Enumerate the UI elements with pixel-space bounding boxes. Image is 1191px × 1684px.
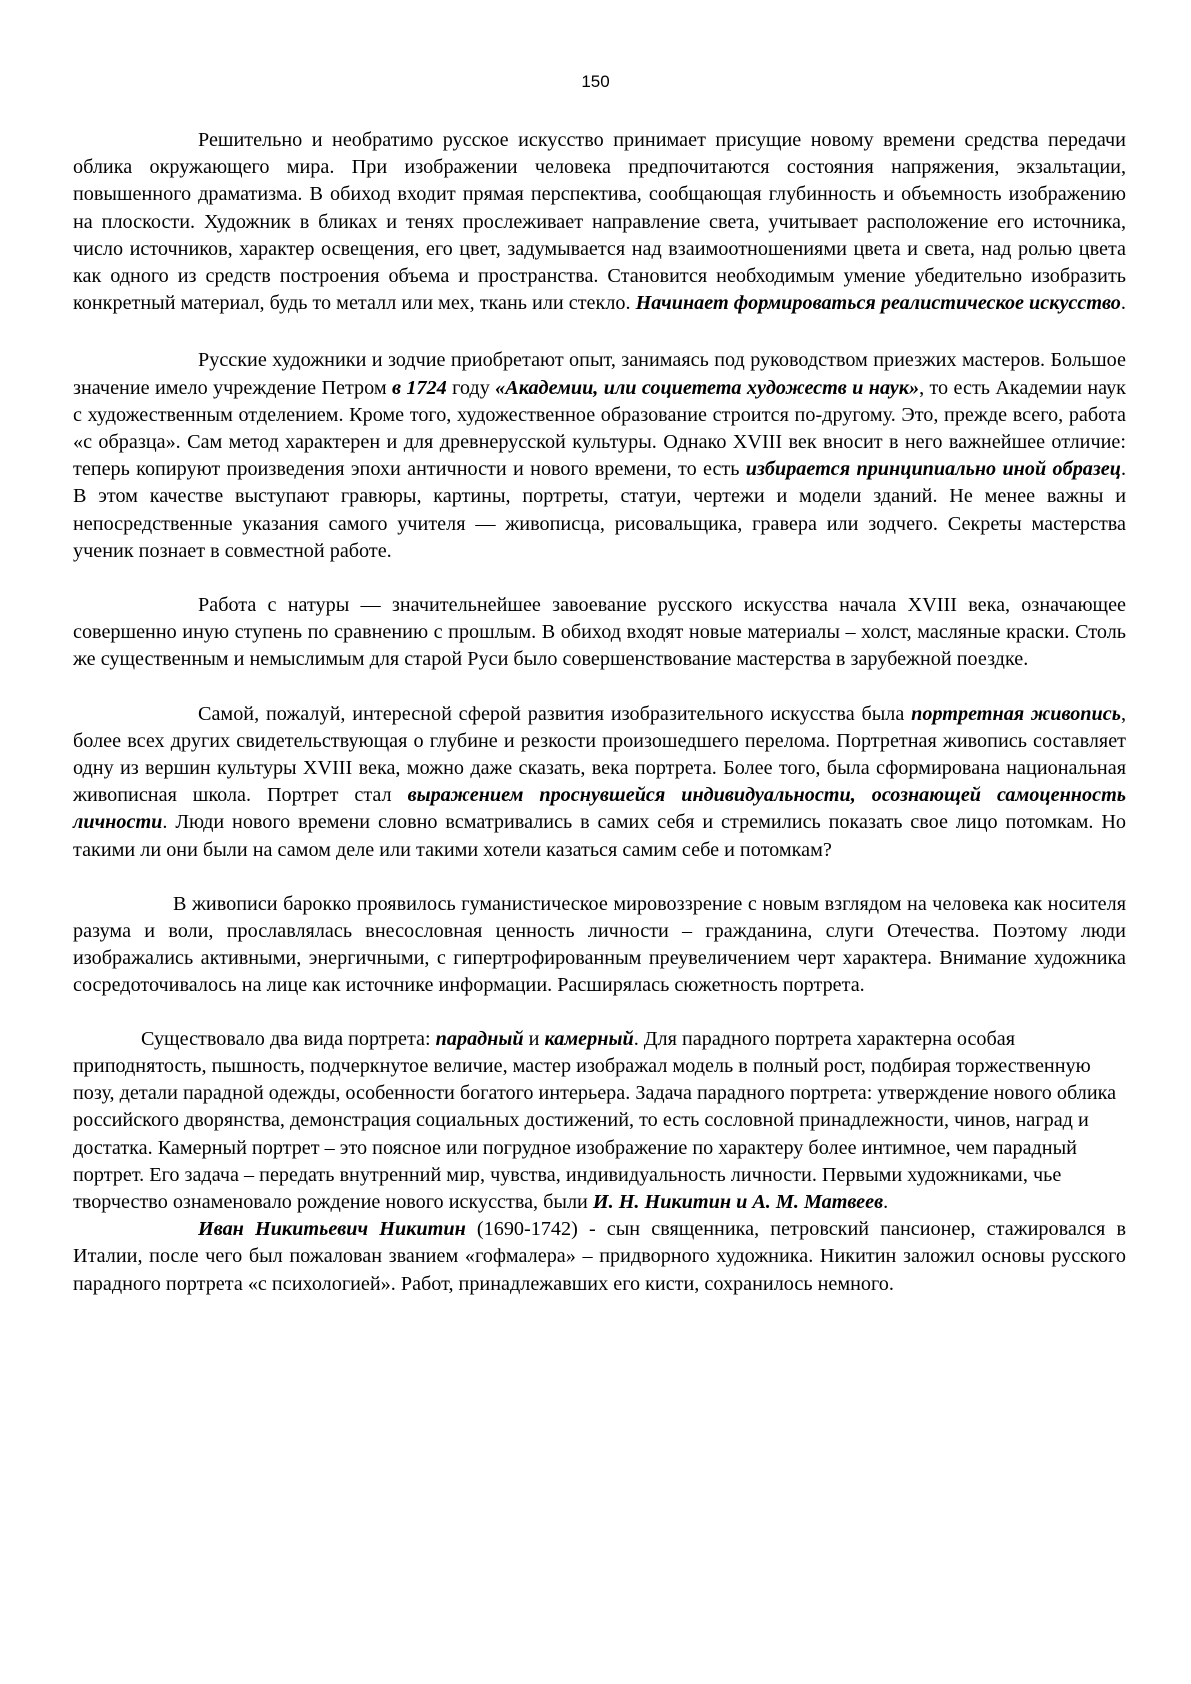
paragraph-text: (1690-1742) - сын священника, петровский пансионер, стажировался в Италии, после чего был пожалован званием «гофмалера» – придворного художника. Никитин заложил основы русского парадного портрета «с психологией». Работ, принадлежавших его кисти, сохранилось немного. [73,1218,1126,1295]
paragraph-academy [73,347,1126,565]
paragraph-from-nature [73,592,1126,674]
paragraph-text: Самой, пожалуй, интересной сферой развития изобразительного искусства была [198,702,912,725]
paragraph-portrait-types [73,1026,1126,1216]
paragraph-text: . [883,1190,889,1213]
document-body [73,127,1126,1298]
paragraph-text: . Для парадного портрета характерна особая приподнятость, пышность, подчеркнутое величие, мастер изображал модель в полный рост, подбирая торжественную позу, детали парадной одежды, особенности богатого интерьера. Задача парадного портрета: утверждение нового облика российского дворянства, демонстрация социальных достижений, то есть сословной принадлежности, чинов, наград и достатка. Камерный портрет – это поясное или погрудное изображение по характеру более интимное, чем парадный портрет. Его задача – передать внутренний мир, чувства, индивидуальность личности. Первыми художниками, чье творчество ознаменовало рождение нового искусства, были [73,1027,1117,1213]
page-number: 150 [581,72,610,91]
emphasis-text: портретная живопись [911,702,1121,725]
paragraph-realism [73,127,1126,317]
emphasis-text: Начинает формироваться реалистическое искусство [635,292,1121,315]
paragraph-text: , то есть Академии наук с художественным отделением. Кроме того, художественное образование строится по-другому. Это, прежде всего, работа «с образца». Сам метод характерен и для древнерусской культуры. Однако XVIII век вносит в него важнейшее отличие: теперь копируют произведения эпохи античности и нового времени, то есть [73,376,1126,481]
emphasis-text: парадный [435,1027,524,1050]
paragraph-text: Русские художники и зодчие приобретают опыт, занимаясь под руководством приезжих мастеров. Большое значение имело учреждение Петром [73,349,1126,399]
paragraph-baroque [73,891,1126,1000]
paragraph-nikitin [73,1216,1126,1298]
paragraph-portrait [73,701,1126,864]
paragraph-text: . [1120,292,1126,315]
emphasis-text: камерный [544,1027,634,1050]
emphasis-text: выражением проснувшейся индивидуальности, осознающей самоценность личности [73,784,1126,834]
emphasis-text: Иван Никитьевич Никитин [198,1218,466,1241]
emphasis-text: избирается принципиально иной образец [745,458,1121,481]
paragraph-text: Работа с натуры — значительнейшее завоевание русского искусства начала XVIII века, означающее совершенно иную ступень по сравнению с прошлым. В обиход входят новые материалы – холст, масляные краски. Столь же существенным и немыслимым для старой Руси было совершенствование мастерства в зарубежной поездке. [73,594,1126,671]
paragraph-text: . В этом качестве выступают гравюры, картины, портреты, статуи, чертежи и модели зданий. Не менее важны и непосредственные указания самого учителя — живописца, рисовальщика, гравера или зодчего. Секреты мастерства ученик познает в совместной работе. [73,458,1126,562]
paragraph-text: В живописи барокко проявилось гуманистическое мировоззрение с новым взглядом на человека как носителя разума и воли, прославлялась внесословная ценность личности – гражданина, слуги Отечества. Поэтому люди изображались активными, энергичными, с гипертрофированным преувеличением черт характера. Внимание художника сосредоточивалось на лице как источнике информации. Расширялась сюжетность портрета. [73,892,1126,997]
paragraph-text: . Люди нового времени словно всматривались в самих себя и стремились показать свое лицо потомкам. Но такими ли они были на самом деле или такими хотели казаться самим себе и потомкам? [73,811,1126,861]
emphasis-text: «Академии, или социетета художеств и наук» [495,376,920,399]
paragraph-text: Существовало два вида портрета: [141,1027,436,1050]
emphasis-text: в 1724 [392,376,447,399]
paragraph-text: году [446,376,496,399]
emphasis-text: И. Н. Никитин и А. М. Матвеев [592,1190,884,1213]
paragraph-text: и [523,1027,545,1050]
paragraph-text: Решительно и необратимо русское искусство принимает присущие новому времени средства передачи облика окружающего мира. При изображении человека предпочитаются состояния напряжения, экзальтации, повышенного драматизма. В обиход входит прямая перспектива, сообщающая глубинность и объемность изображению на плоскости. Художник в бликах и тенях прослеживает направление света, учитывает расположение его источника, число источников, характер освещения, его цвет, задумывается над взаимоотношениями цвета и света, над ролью цвета как одного из средств построения объема и пространства. Становится необходимым умение убедительно изобразить конкретный материал, будь то металл или мех, ткань или стекло. [73,129,1126,315]
paragraph-text: , более всех других свидетельствующая о глубине и резкости произошедшего перелома. Портретная живопись составляет одну из вершин культуры XVIII века, можно даже сказать, века портрета. Более того, была сформирована национальная живописная школа. Портрет стал [73,702,1126,807]
